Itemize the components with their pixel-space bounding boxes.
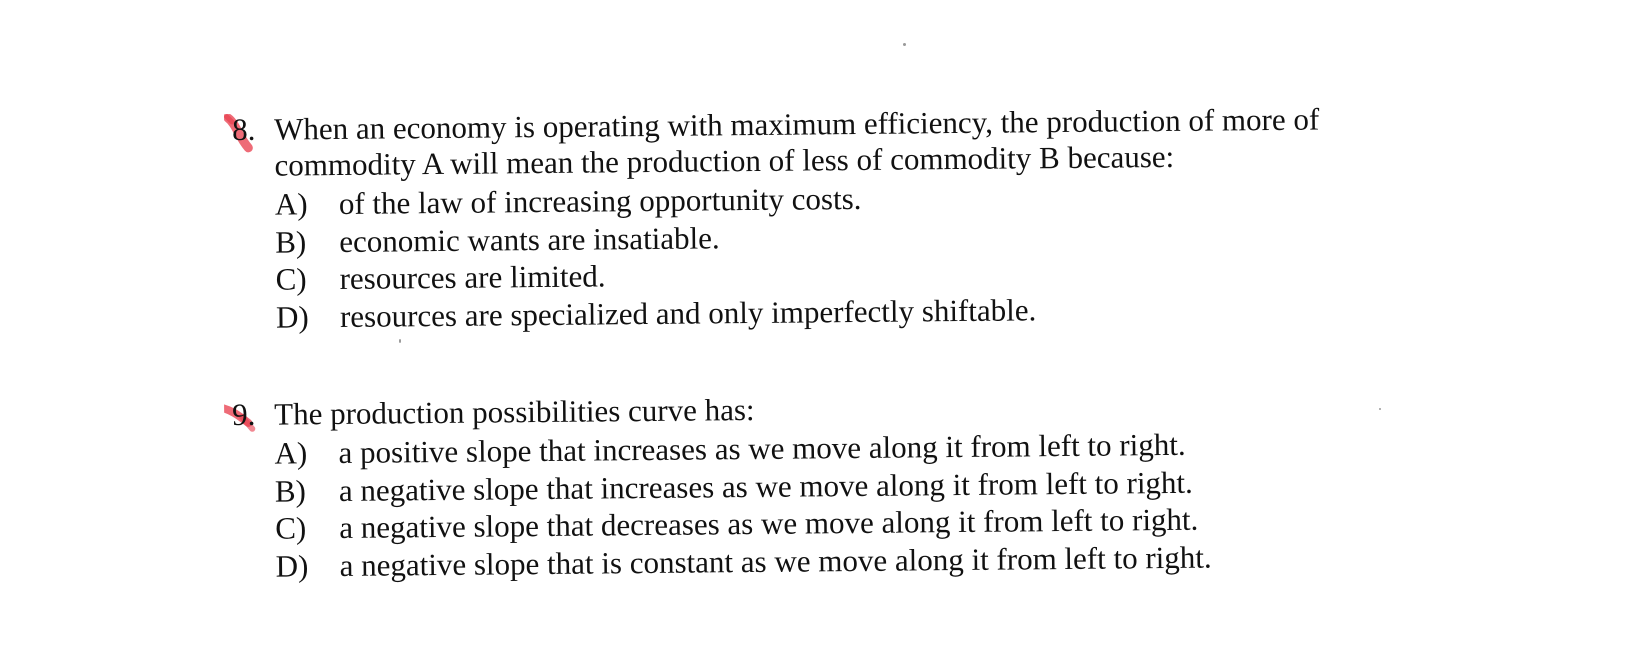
option-letter: D): [275, 298, 309, 335]
option-text: resources are limited.: [339, 258, 606, 296]
option-letter: C): [275, 510, 307, 546]
question-stem-text: The production possibilities curve has:: [273, 391, 755, 432]
option-text: a negative slope that increases as we move along it from left to right.: [338, 464, 1193, 508]
question-number: 9.: [232, 396, 256, 432]
option-text: resources are specialized and only imperfectly shiftable.: [339, 291, 1037, 334]
option-text: a positive slope that increases as we move along it from left to right.: [338, 426, 1186, 470]
option-text: of the law of increasing opportunity costs.: [338, 180, 862, 221]
scan-speck: [399, 339, 401, 343]
question-number: 8.: [232, 111, 256, 147]
question-stem-text: When an economy is operating with maximum efficiency, the production of more of: [273, 101, 1320, 147]
question-9: [232, 386, 1414, 585]
answer-options: [233, 175, 1414, 336]
scan-speck: [903, 43, 906, 46]
question-stem-text: commodity A will mean the production of less of commodity B because:: [274, 138, 1175, 183]
option-letter: D): [275, 547, 309, 584]
option-letter: B): [274, 472, 307, 509]
option-text: a negative slope that decreases as we move along it from left to right.: [339, 501, 1199, 545]
option-text: a negative slope that is constant as we move along it from left to right.: [339, 539, 1212, 583]
option-letter: C): [275, 261, 307, 297]
question-8: [232, 101, 1414, 336]
option-text: economic wants are insatiable.: [339, 219, 720, 259]
option-letter: B): [275, 223, 307, 260]
option-letter: A): [274, 186, 308, 222]
option-letter: A): [274, 435, 308, 471]
answer-options: [232, 424, 1413, 585]
